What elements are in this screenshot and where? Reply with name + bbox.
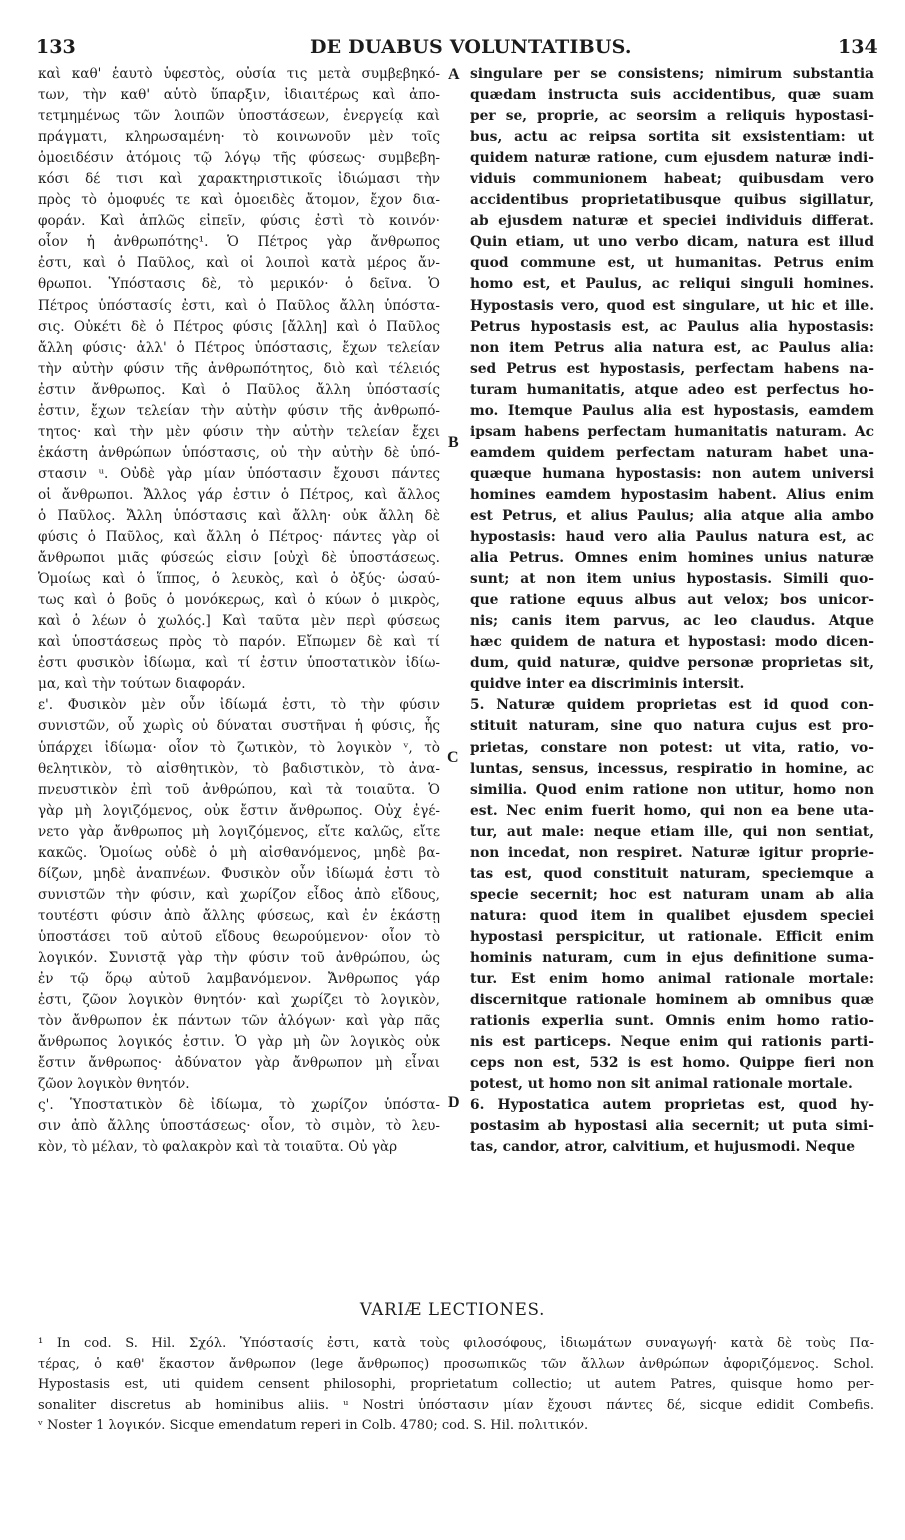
latin-text-line: ab ejusdem naturæ et speciei individuis differat. <box>470 213 874 230</box>
latin-text-line: sed Petrus est hypostasis, perfectam habens na- <box>470 360 874 377</box>
greek-text-line: τετμημένως τῶν λοιπῶν ὑποστάσεων, ἐνεργείᾳ καὶ <box>38 108 440 125</box>
latin-text-line: specie secernit; hoc est naturam unam ab alia <box>470 886 874 903</box>
latin-text-line: quidve inter ea discriminis intersit. <box>470 676 745 693</box>
greek-text-line: ἐν τῷ ὅρῳ αὐτοῦ λαμβανόμενον. Ἄνθρωπος γάρ <box>38 971 440 988</box>
greek-text-line: τως καὶ ὁ βοῦς ὁ μονόκερως, καὶ ὁ κύων ὁ μικρὸς, <box>38 592 440 609</box>
latin-text-line: non item Petrus alia natura est, ac Paulus alia: <box>470 339 874 356</box>
latin-text-line: discernitque rationale hominem ab omnibus quæ <box>470 992 874 1009</box>
greek-text-line: γὰρ μὴ λογιζόμενος, οὐκ ἔστιν ἄνθρωπος. Οὐχ ἐγέ- <box>38 802 440 819</box>
latin-text-line: rationis experlia sunt. Omnis enim homo ratio- <box>470 1013 874 1030</box>
greek-text-line: ς'. Ὑποστατικὸν δὲ ἰδίωμα, τὸ χωρίζον ὑπόστα- <box>38 1097 440 1114</box>
greek-text-line: ἐστιν, ἔχων τελείαν τὴν αὐτὴν φύσιν τῆς ἀνθρωπό- <box>38 402 440 419</box>
greek-text-line: θελητικὸν, τὸ αἰσθητικὸν, τὸ βαδιστικὸν, τὸ ἀνα- <box>38 760 440 777</box>
greek-text-line: τουτέστι φύσιν ἀπὸ ἄλλης φύσεως, καὶ ἐν ἑκάστῃ <box>38 907 440 924</box>
latin-text-line: que ratione equus albus aut velox; bos unicor- <box>470 592 874 609</box>
latin-text-line: luntas, sensus, incessus, respiratio in homine, ac <box>470 760 874 777</box>
latin-text-line: per se, proprie, ac seorsim a reliquis hypostasi- <box>470 108 874 125</box>
latin-text-line: tur. Est enim homo animal rationale mortale: <box>470 971 874 988</box>
greek-text-line: καὶ ὁ λέων ὁ χωλός.] Καὶ ταῦτα μὲν περὶ φύσεως <box>38 613 440 630</box>
greek-text-line: οἷον ἡ ἀνθρωπότης¹. Ὁ Πέτρος γὰρ ἄνθρωπος <box>38 234 440 251</box>
greek-text-line: τὸν ἄνθρωπον ἐκ πάντων τῶν ἀλόγων· καὶ γὰρ πᾶς <box>38 1013 440 1030</box>
footnote-line: sonaliter discretus ab hominibus aliis. ᵘ Nostri ὑπόστασιν μίαν ἔχουσι πάντες δέ, sicque edidit Combefis. <box>38 1397 874 1413</box>
greek-text-line: κόσι δέ τισι καὶ χαρακτηριστικοῖς ἰδιώμασι τὴν <box>38 171 440 188</box>
greek-text-line: ὑπάρχει ἰδίωμα· οἷον τὸ ζωτικὸν, τὸ λογικὸν ᵛ, τὸ <box>38 739 440 756</box>
greek-text-line: λογικόν. Συνιστᾷ γὰρ τὴν φύσιν τοῦ ἀνθρώπου, ὡς <box>38 949 440 966</box>
greek-text-line: θρωποι. Ὑπόστασις δὲ, τὸ μερικόν· ὁ δεῖνα. Ὁ <box>38 276 440 293</box>
left-page-number: 133 <box>36 36 76 58</box>
latin-text-line: homines eamdem hypostasim habent. Alius enim <box>470 486 874 503</box>
greek-text-line: τὴν αὐτὴν φύσιν τῆς ἀνθρωπότητος, διὸ καὶ τέλειός <box>38 360 440 377</box>
greek-text-line: ἐστι, καὶ ὁ Παῦλος, καὶ οἱ λοιποὶ κατὰ μέρος ἄν- <box>38 255 440 272</box>
section-marker-b: B <box>448 434 459 451</box>
greek-text-line: ἄνθρωποι μιᾶς φύσεώς εἰσιν [οὐχὶ δὲ ὑποστάσεως. <box>38 550 440 567</box>
greek-text-line: κὸν, τὸ μέλαν, τὸ φαλακρὸν καὶ τὰ τοιαῦτα. Οὐ γὰρ <box>38 1139 398 1156</box>
latin-text-line: hominis naturam, cum in ejus definitione suma- <box>470 949 874 966</box>
greek-text-line: ἄνθρωπος λογικός ἐστιν. Ὁ γὰρ μὴ ὢν λογικὸς οὐκ <box>38 1034 440 1051</box>
latin-text-line: postasim ab hypostasi alia secernit; ut puta simi- <box>470 1118 874 1135</box>
greek-text-line: ὑποστάσει τοῦ αὐτοῦ εἴδους θεωρούμενον· οἷον τὸ <box>38 928 440 945</box>
greek-text-line: ἄλλη φύσις· ἀλλ' ὁ Πέτρος ὑπόστασις, ἔχων τελείαν <box>38 339 440 356</box>
latin-text-line: hypostasis: haud vero alia Paulus natura est, ac <box>470 529 874 546</box>
latin-text-line: singulare per se consistens; nimirum substantia <box>470 66 874 82</box>
greek-text-line: Ὁμοίως καὶ ὁ ἵππος, ὁ λευκὸς, καὶ ὁ ὀξύς· ὡσαύ- <box>38 571 440 588</box>
latin-text-line: natura: quod item in qualibet ejusdem speciei <box>470 907 874 924</box>
greek-text-line: ἐστι, ζῶον λογικὸν θνητόν· καὶ χωρίζει τὸ λογικὸν, <box>38 992 440 1009</box>
latin-text-line: ipsam habens perfectam humanitatis naturam. Ac <box>470 423 874 440</box>
greek-text-line: μα, καὶ τὴν τούτων διαφοράν. <box>38 676 246 693</box>
greek-text-line: Πέτρος ὑπόστασίς ἐστι, καὶ ὁ Παῦλος ἄλλη ὑπόστα- <box>38 297 440 314</box>
latin-text-line: mo. Itemque Paulus alia est hypostasis, eamdem <box>470 402 874 419</box>
greek-text-line: φύσις ὁ Παῦλος, καὶ ἄλλη ὁ Πέτρος· πάντες γὰρ οἱ <box>38 529 440 546</box>
greek-text-line: ὁ Παῦλος. Ἄλλη ὑπόστασις καὶ ἄλλη· οὐκ ἄλλη δὲ <box>38 507 440 524</box>
latin-text-line: non incedat, non respiret. Naturæ igitur proprie- <box>470 844 874 861</box>
latin-text-line: accidentibus proprietatibusque quibus sigillatur, <box>470 192 874 209</box>
greek-text-line: συνιστῶν τὴν φύσιν, καὶ χωρίζον εἶδος ἀπὸ εἴδους, <box>38 886 440 903</box>
latin-text-line: quæque humana hypostasis: non autem universi <box>470 465 874 482</box>
latin-text-line: ceps non est, 532 is est homo. Quippe fieri non <box>470 1055 874 1072</box>
greek-text-line: ἑκάστη ἀνθρώπων ὑπόστασις, οὐ τὴν αὐτὴν δὲ ὑπό- <box>38 444 440 461</box>
latin-text-line: dum, quid naturæ, quidve personæ proprietas sit, <box>470 655 874 672</box>
running-title: DE DUABUS VOLUNTATIBUS. <box>310 36 632 58</box>
latin-text-line: bus, actu ac reipsa sortita sit exsistentiam: ut <box>470 129 874 146</box>
greek-text-line: ζῶον λογικὸν θνητόν. <box>38 1076 190 1093</box>
section-marker-c: C <box>447 749 459 766</box>
greek-text-line: δίζων, μηδὲ ἀναπνέων. Φυσικὸν οὖν ἰδίωμά ἐστι τὸ <box>38 865 440 882</box>
greek-text-line: σις. Οὐκέτι δὲ ὁ Πέτρος φύσις [ἄλλη] καὶ ὁ Παῦλος <box>38 318 440 335</box>
greek-text-line: ἐστι φυσικὸν ἰδίωμα, καὶ τί ἐστιν ὑποστατικὸν ἰδίω- <box>38 655 440 672</box>
latin-text-line: tur, aut male: neque etiam ille, qui non sentiat, <box>470 823 874 840</box>
greek-text-line: τητος· καὶ τὴν μὲν φύσιν τὴν αὐτὴν τελείαν ἔχει <box>38 423 440 440</box>
greek-text-line: καὶ καθ' ἑαυτὸ ὑφεστὸς, οὐσία τις μετὰ συμβεβηκό- <box>38 66 440 82</box>
latin-text-line: quod commune est, ut humanitas. Petrus enim <box>470 255 874 272</box>
latin-text-column <box>470 64 874 1158</box>
greek-text-line: πρὸς τὸ ὁμοφυές τε καὶ ὁμοειδὲς ἄτομον, ἔχον δια- <box>38 192 440 209</box>
greek-text-line: πνευστικὸν ἐπὶ τοῦ ἀνθρώπου, καὶ τὰ τοιαῦτα. Ὁ <box>38 781 440 798</box>
latin-text-line: alia Petrus. Omnes enim homines unius naturæ <box>470 550 874 567</box>
latin-text-line: tas est, quod constituit naturam, speciemque a <box>470 865 874 882</box>
greek-text-line: κακῶς. Ὁμοίως οὐδὲ ὁ μὴ αἰσθανόμενος, μηδὲ βα- <box>38 844 440 861</box>
footnote-line: τέρας, ὁ καθ' ἕκαστον ἄνθρωπον (lege ἄνθρωπος) προσωπικῶς τῶν ἄλλων ἀνθρώπων ἀφοριζόμενος. Schol. <box>38 1356 874 1372</box>
footnote-line: Hypostasis est, uti quidem censent philosophi, proprietatum collectio; ut autem Patres, quisque homo per- <box>38 1377 874 1392</box>
latin-text-line: 5. Naturæ quidem proprietas est id quod con- <box>470 697 874 714</box>
greek-text-line: ὁμοειδέσιν ἀτόμοις τῷ λόγῳ τῆς φύσεως· συμβεβη- <box>38 150 440 167</box>
latin-text-line: quædam instructa suis accidentibus, quæ suam <box>470 87 874 104</box>
latin-text-line: Hypostasis vero, quod est singulare, ut hic et ille. <box>470 297 874 314</box>
footnote-line: ᵛ Noster 1 λογικόν. Sicque emendatum reperi in Colb. 4780; cod. S. Hil. πολιτικόν. <box>38 1418 589 1433</box>
greek-text-line: φοράν. Καὶ ἁπλῶς εἰπεῖν, φύσις ἐστὶ τὸ κοινόν· <box>38 213 440 230</box>
greek-text-line: συνιστῶν, οὗ χωρὶς οὐ δύναται συστῆναι ἡ φύσις, ἧς <box>38 718 440 735</box>
footnote-line: ¹ In cod. S. Hil. Σχόλ. Ὑπόστασίς ἐστι, κατὰ τοὺς φιλοσόφους, ἰδιωμάτων συναγωγή· κατὰ δὲ τοὺς Πα- <box>38 1336 874 1351</box>
latin-text-line: prietas, constare non potest: ut vita, ratio, vo- <box>470 739 874 756</box>
latin-text-line: homo est, et Paulus, ac reliqui singuli homines. <box>470 276 874 293</box>
greek-text-line: νετο γὰρ ἄνθρωπος μὴ λογιζόμενος, εἴτε καλῶς, εἴτε <box>38 823 440 840</box>
greek-text-column <box>38 64 440 1158</box>
section-marker-a: A <box>448 66 460 83</box>
latin-text-line: Petrus hypostasis est, ac Paulus alia hypostasis: <box>470 318 874 335</box>
latin-text-line: Quin etiam, ut uno verbo dicam, natura est illud <box>470 234 874 251</box>
footnotes-block <box>38 1334 874 1437</box>
latin-text-line: stituit naturam, sine quo natura cujus est pro- <box>470 718 874 735</box>
greek-text-line: ἔστιν ἄνθρωπος· ἀδύνατον γὰρ ἄνθρωπον μὴ εἶναι <box>38 1055 440 1072</box>
latin-text-line: turam humanitatis, atque adeo est perfectus ho- <box>470 381 874 398</box>
latin-text-line: eamdem quidem perfectam naturam habet una- <box>470 444 874 461</box>
latin-text-line: quidem naturæ ratione, cum ejusdem naturæ indi- <box>470 150 874 167</box>
greek-text-line: οἱ ἄνθρωποι. Ἄλλος γάρ ἐστιν ὁ Πέτρος, καὶ ἄλλος <box>38 486 440 503</box>
greek-text-line: ἐστιν ἄνθρωπος. Καὶ ὁ Παῦλος ἄλλη ὑπόστασίς <box>38 381 440 398</box>
latin-text-line: sunt; at non item unius hypostasis. Simili quo- <box>470 571 874 588</box>
latin-text-line: hæc quidem de natura et hypostasi: modo dicen- <box>470 634 874 651</box>
latin-text-line: est. Nec enim fuerit homo, qui non ea bene uta- <box>470 802 874 819</box>
greek-text-line: στασιν ᵘ. Οὐδὲ γὰρ μίαν ὑπόστασιν ἔχουσι πάντες <box>38 465 440 482</box>
greek-text-line: πράγματι, κληρωσαμένη· τὸ κοινωνοῦν μὲν τοῖς <box>38 129 440 146</box>
greek-text-line: των, τὴν καθ' αὑτὸ ὕπαρξιν, ἰδιαιτέρως καὶ ἀπο- <box>38 87 440 104</box>
latin-text-line: potest, ut homo non sit animal rationale mortale. <box>470 1076 853 1093</box>
latin-text-line: hypostasi perspicitur, ut rationale. Efficit enim <box>470 928 874 945</box>
latin-text-line: tas, candor, atror, calvitium, et hujusmodi. Neque <box>470 1139 856 1156</box>
greek-text-line: σιν ἀπὸ ἄλλης ὑποστάσεως· οἷον, τὸ σιμὸν, τὸ λευ- <box>38 1118 440 1135</box>
greek-text-line: καὶ ὑποστάσεως πρὸς τὸ παρόν. Εἴπωμεν δὲ καὶ τί <box>38 634 440 651</box>
variae-lectiones-heading: VARIÆ LECTIONES. <box>359 1300 546 1319</box>
latin-text-line: 6. Hypostatica autem proprietas est, quod hy- <box>470 1097 874 1114</box>
latin-text-line: nis est particeps. Neque enim qui rationis parti- <box>470 1034 874 1051</box>
latin-text-line: similia. Quod enim ratione non utitur, homo non <box>470 781 874 798</box>
latin-text-line: est Petrus, et alius Paulus; alia atque alia ambo <box>470 507 874 524</box>
latin-text-line: nis; canis item parvus, ac leo claudus. Atque <box>470 613 874 630</box>
section-marker-d: D <box>448 1094 460 1111</box>
latin-text-line: viduis communionem habeat; quibusdam vero <box>470 171 874 188</box>
greek-text-line: ε'. Φυσικὸν μὲν οὖν ἰδίωμά ἐστι, τὸ τὴν φύσιν <box>38 697 440 714</box>
right-page-number: 134 <box>838 36 878 58</box>
